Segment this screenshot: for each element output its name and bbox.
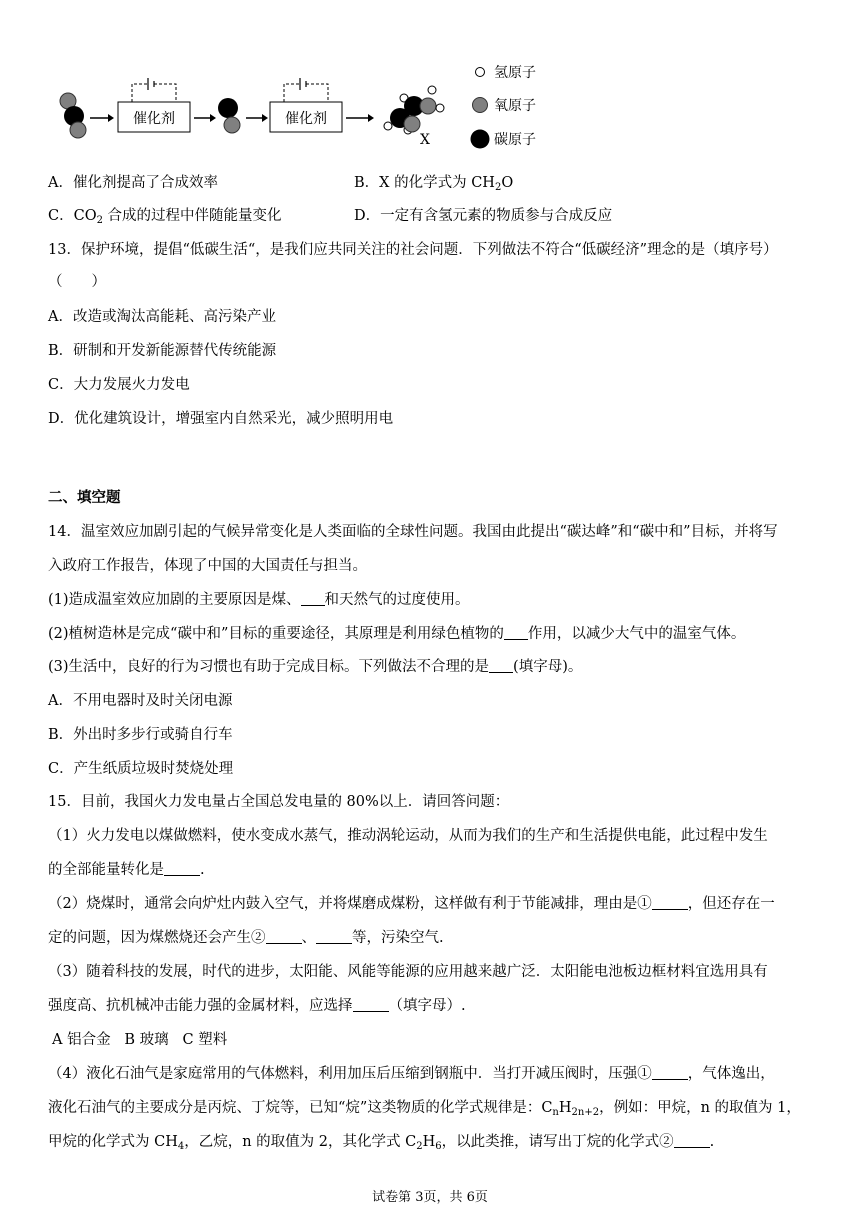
q14-part3-tail: (填字母)。 — [513, 659, 583, 675]
legend-carbon-label: 碳原子 — [494, 132, 536, 148]
subscript: 6 — [435, 1141, 442, 1152]
q14-option-c: C．产生纸质垃圾时焚烧处理 — [48, 761, 234, 777]
q14-part2-text: (2)植树造林是完成“碳中和”目标的重要途径，其原理是利用绿色植物的 — [48, 626, 504, 642]
q15-part2-tail: ，但还存在一 — [687, 896, 775, 912]
q15-part4-tail3: ，以此类推，请写出丁烷的化学式② — [441, 1134, 674, 1150]
q15-part4-text: （4）液化石油气是家庭常用的气体燃料，利用加压后压缩到钢瓶中．当打开减压阀时，压强① — [48, 1066, 652, 1082]
answer-blank[interactable] — [164, 861, 200, 876]
section-title: 二、填空题 — [48, 489, 121, 506]
answer-blank[interactable] — [316, 929, 352, 944]
arrow-icon — [90, 114, 114, 122]
q15-part1-line2 — [48, 860, 205, 880]
period: . — [709, 1134, 715, 1150]
q13-stem: 13．保护环境，提倡“低碳生活“，是我们应共同关注的社会问题．下列做法不符合“低碳经济”理念的是（填序号） — [48, 242, 778, 258]
subscript: 2 — [494, 182, 502, 193]
formula-part: ，乙烷，n 的取值为 2，其化学式 C — [184, 1134, 417, 1150]
q14-part3-text: (3)生活中，良好的行为习惯也有助于完成目标。下列做法不合理的是 — [48, 659, 490, 675]
q12-option-b-tail: O — [501, 175, 514, 191]
q15-part4-tail2: ，例如：甲烷，n 的取值为 1， — [599, 1100, 801, 1116]
answer-blank[interactable] — [301, 591, 325, 606]
page-footer: 试卷第 3页，共 6页 — [372, 1190, 488, 1205]
arrow-icon — [246, 114, 268, 122]
q15-part1-text: 的全部能量转化是 — [48, 862, 164, 878]
q15-part4-tail: ，气体逸出， — [687, 1066, 775, 1082]
oxygen-atom-icon — [473, 98, 488, 113]
q15-part3-text: 强度高、抗机械冲击能力强的金属材料，应选择 — [48, 998, 353, 1014]
subscript: 2 — [96, 215, 103, 226]
catalyst-label-1: 催化剂 — [133, 111, 175, 127]
reaction-diagram — [48, 58, 608, 158]
q14-stem-line1: 14．温室效应加剧引起的气候异常变化是人类面临的全球性问题。我国由此提出“碳达峰”和“碳中和”目标，并将写 — [48, 524, 778, 540]
q15-part3-line2 — [48, 996, 466, 1016]
q15-part4-line2 — [48, 1098, 801, 1123]
q13-answer-paren: （ ） — [48, 274, 106, 290]
carbon-atom-icon — [471, 130, 490, 149]
answer-blank[interactable] — [504, 625, 528, 640]
q15-stem: 15．目前，我国火力发电量占全国总发电量的 80%以上．请回答问题： — [48, 794, 510, 810]
q14-option-b: B．外出时多步行或骑自行车 — [48, 727, 233, 743]
q14-part3 — [48, 657, 582, 677]
q15-part4-text2: 液化石油气的主要成分是丙烷、丁烷等，已知“烷”这类物质的化学式规律是：C — [48, 1100, 553, 1116]
subscript: 2 — [416, 1141, 423, 1152]
answer-blank[interactable] — [652, 1065, 688, 1080]
q12-option-c-text: C．CO — [48, 208, 97, 224]
legend — [471, 65, 537, 149]
q15-part1-line1: （1）火力发电以煤做燃料，使水变成水蒸气，推动涡轮运动，从而为我们的生产和生活提供电能，此过程中发生 — [48, 828, 768, 844]
q15-part4-line1 — [48, 1064, 775, 1084]
q14-part2 — [48, 624, 745, 644]
q15-part1-tail: . — [200, 862, 205, 878]
answer-blank[interactable] — [266, 929, 302, 944]
legend-hydrogen-label: 氢原子 — [494, 65, 536, 81]
q15-part4-text3: 甲烷的化学式为 CH — [48, 1134, 178, 1150]
q15-part3-options: A 铝合金 B 玻璃 C 塑料 — [52, 1032, 228, 1048]
x-label: X — [420, 132, 430, 148]
subscript: 2n+2 — [571, 1107, 600, 1118]
arrow-icon — [194, 114, 216, 122]
q15-part3-tail: （填字母）. — [388, 998, 466, 1014]
intermediate-molecule-icon — [218, 98, 240, 133]
arrow-icon — [346, 114, 374, 122]
catalyst-box-2 — [270, 78, 342, 132]
q12-option-a: A．催化剂提高了合成效率 — [48, 175, 218, 191]
answer-blank[interactable] — [353, 997, 389, 1012]
q12-option-c — [48, 206, 282, 231]
q14-part1-tail: 和天然气的过度使用。 — [324, 592, 470, 608]
q15-part2-tail2: 等，污染空气. — [352, 930, 444, 946]
q12-option-b-text: B．X 的化学式为 CH — [354, 175, 495, 191]
q14-part1 — [48, 590, 470, 610]
q12-option-d: D．一定有含氢元素的物质参与合成反应 — [354, 208, 613, 224]
q14-option-a: A．不用电器时及时关闭电源 — [48, 693, 233, 709]
q15-part2-line1 — [48, 894, 775, 914]
q13-option-d: D．优化建筑设计，增强室内自然采光，减少照明用电 — [48, 411, 394, 427]
q13-option-a: A．改造或淘汰高能耗、高污染产业 — [48, 309, 276, 325]
formula-part: H — [558, 1100, 572, 1116]
legend-oxygen-label: 氧原子 — [494, 98, 536, 114]
answer-blank[interactable] — [652, 895, 688, 910]
formula-part: H — [422, 1134, 436, 1150]
subscript: 4 — [177, 1141, 185, 1152]
q15-part3-line1: （3）随着科技的发展，时代的进步，太阳能、风能等能源的应用越来越广泛．太阳能电池板边框材料宜选用具有 — [48, 964, 768, 980]
q13-option-c: C．大力发展火力发电 — [48, 377, 190, 393]
q12-option-b — [354, 173, 513, 198]
product-x-molecule-icon — [384, 86, 444, 134]
catalyst-box-1 — [118, 78, 190, 132]
separator: 、 — [301, 930, 316, 946]
answer-blank[interactable] — [489, 658, 513, 673]
subscript: n — [552, 1107, 559, 1118]
q14-stem-line2: 入政府工作报告，体现了中国的大国责任与担当。 — [48, 558, 367, 574]
hydrogen-atom-icon — [476, 68, 485, 77]
q15-part2-text2: 定的问题，因为煤燃烧还会产生② — [48, 930, 266, 946]
answer-blank[interactable] — [674, 1133, 710, 1148]
q14-part1-text: (1)造成温室效应加剧的主要原因是煤、 — [48, 592, 301, 608]
reactant-molecule-icon — [60, 93, 86, 138]
q15-part2-line2 — [48, 928, 444, 948]
q12-option-c-tail: 合成的过程中伴随能量变化 — [102, 208, 282, 224]
q15-part2-text: （2）烧煤时，通常会向炉灶内鼓入空气，并将煤磨成煤粉，这样做有利于节能减排，理由是① — [48, 896, 652, 912]
q14-part2-tail: 作用，以减少大气中的温室气体。 — [527, 626, 746, 642]
catalyst-label-2: 催化剂 — [285, 111, 327, 127]
q15-part4-line3 — [48, 1132, 714, 1157]
q13-option-b: B．研制和开发新能源替代传统能源 — [48, 343, 277, 359]
